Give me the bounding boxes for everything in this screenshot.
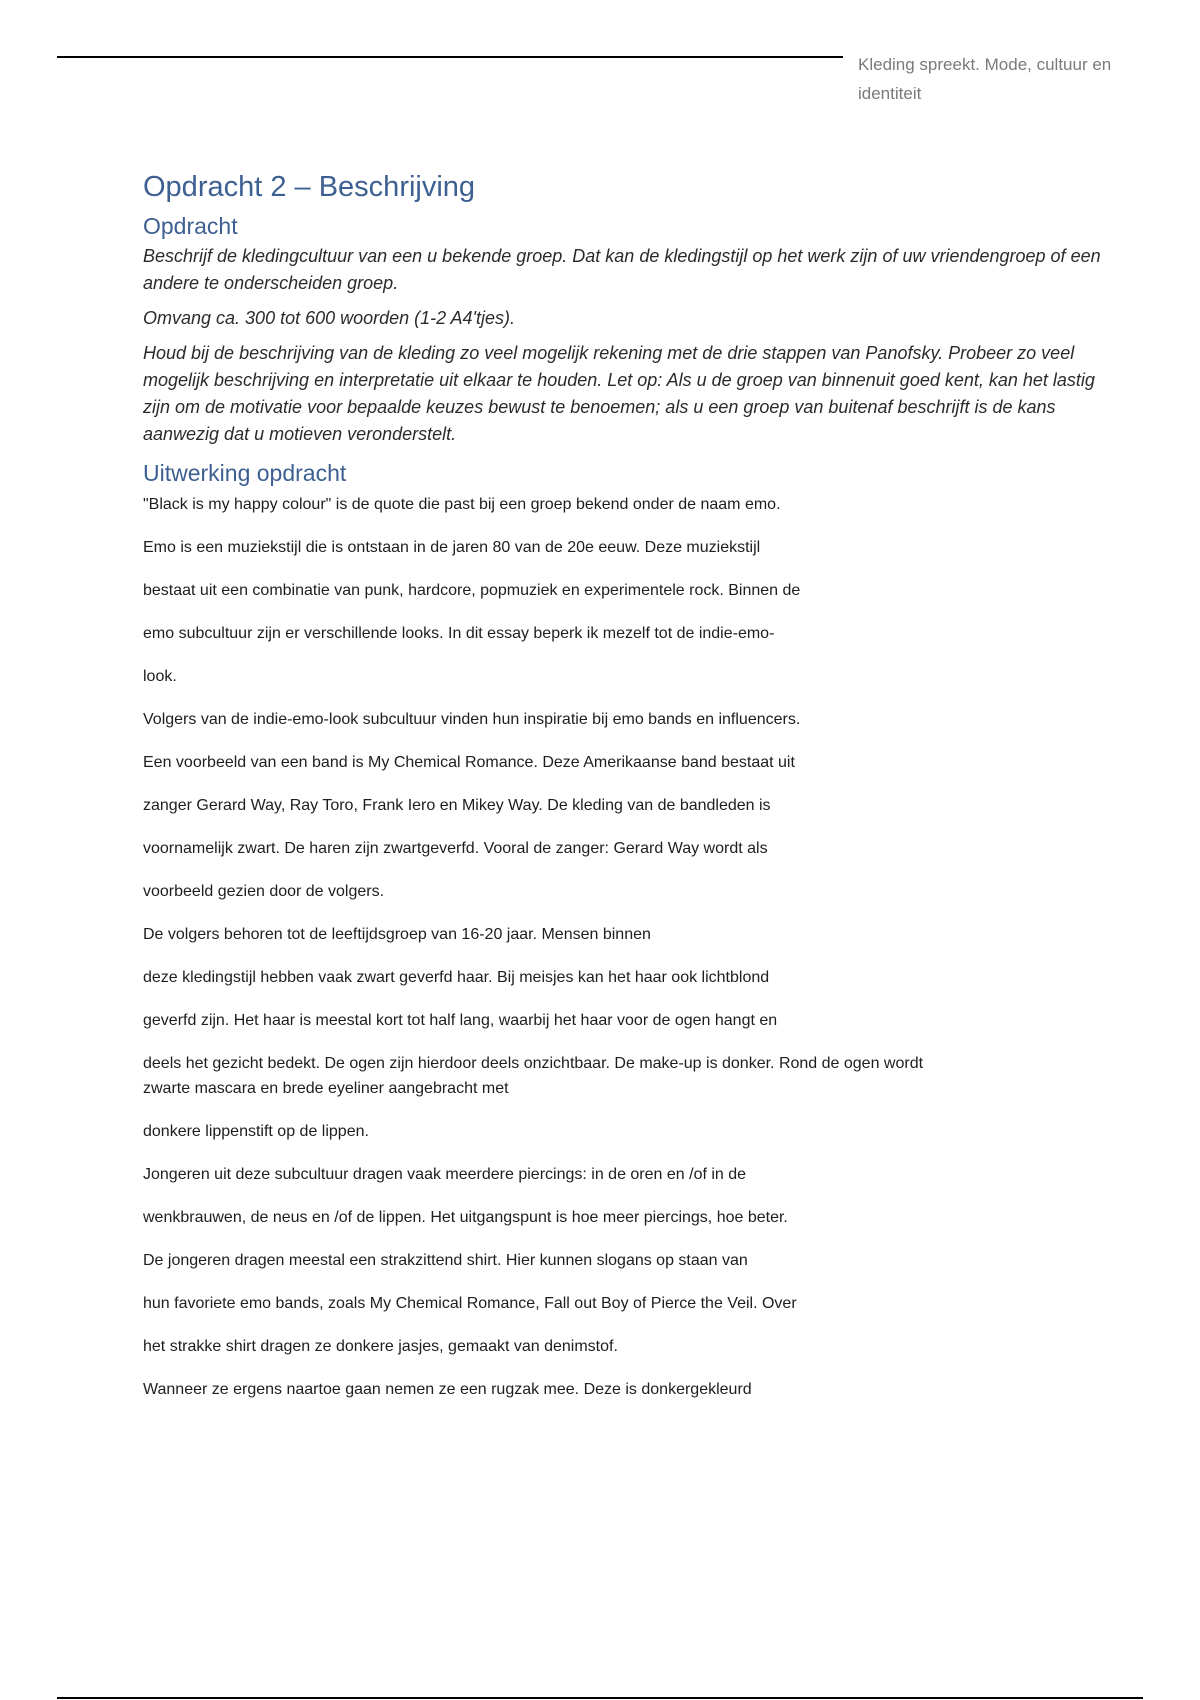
text-line: De jongeren dragen meestal een strakzittend shirt. Hier kunnen slogans op staan van [143, 1252, 748, 1269]
page-title: Opdracht 2 – Beschrijving [143, 171, 476, 203]
running-header: Kleding spreekt. Mode, cultuur en identiteit [858, 55, 1112, 103]
text-line: Wanneer ze ergens naartoe gaan nemen ze een rugzak mee. Deze is donkergekleurd [143, 1381, 752, 1398]
assignment-paragraph: Houd bij de beschrijving van de kleding zo veel mogelijk rekening met de drie stappen van Panofsky. Probeer zo veel mogelijk beschrijving en interpretatie uit elkaar te houden. Let op: Als u de groep van binnenuit goed kent, kan het lastig zijn om de motivatie voor bepaalde keuzes bewust te benoemen; als u een groep van buitenaf beschrijft is de kans aanwezig dat u motieven veronderstelt. [143, 343, 1095, 444]
text-line: voorbeeld gezien door de volgers. [143, 883, 385, 900]
text-line: Een voorbeeld van een band is My Chemical Romance. Deze Amerikaanse band bestaat uit [143, 754, 795, 771]
text-line: wenkbrauwen, de neus en /of de lippen. Het uitgangspunt is hoe meer piercings, hoe beter. [143, 1209, 788, 1226]
header-rule [57, 56, 843, 58]
text-line: Emo is een muziekstijl die is ontstaan in de jaren 80 van de 20e eeuw. Deze muziekstijl [143, 539, 761, 556]
text-line: zanger Gerard Way, Ray Toro, Frank Iero en Mikey Way. De kleding van de bandleden is [143, 797, 771, 814]
text-line: De volgers behoren tot de leeftijdsgroep van 16-20 jaar. Mensen binnen [143, 926, 651, 943]
text-line: zwarte mascara en brede eyeliner aangebracht met [143, 1080, 509, 1097]
text-line: donkere lippenstift op de lippen. [143, 1123, 369, 1140]
document-body [143, 165, 1103, 1400]
assignment-heading: Opdracht [143, 213, 238, 239]
text-line: het strakke shirt dragen ze donkere jasjes, gemaakt van denimstof. [143, 1338, 618, 1355]
text-line: bestaat uit een combinatie van punk, hardcore, popmuziek en experimentele rock. Binnen de [143, 582, 801, 599]
text-line: "Black is my happy colour" is de quote die past bij een groep bekend onder de naam emo. [143, 496, 781, 513]
text-line: deze kledingstijl hebben vaak zwart geverfd haar. Bij meisjes kan het haar ook lichtblond [143, 969, 770, 986]
text-line: look. [143, 668, 177, 685]
text-line: geverfd zijn. Het haar is meestal kort tot half lang, waarbij het haar voor de ogen hangt en [143, 1012, 778, 1029]
assignment-paragraph: Omvang ca. 300 tot 600 woorden (1-2 A4'tjes). [143, 308, 515, 328]
text-line: hun favoriete emo bands, zoals My Chemical Romance, Fall out Boy of Pierce the Veil. Over [143, 1295, 797, 1312]
text-line: Jongeren uit deze subcultuur dragen vaak meerdere piercings: in de oren en /of in de [143, 1166, 747, 1183]
answer-text [143, 494, 1103, 1400]
footer-rule [57, 1697, 1143, 1699]
text-line: emo subcultuur zijn er verschillende looks. In dit essay beperk ik mezelf tot de indie-emo- [143, 625, 775, 642]
text-line: deels het gezicht bedekt. De ogen zijn hierdoor deels onzichtbaar. De make-up is donker. Rond de ogen wordt [143, 1055, 924, 1072]
text-line: voornamelijk zwart. De haren zijn zwartgeverfd. Vooral de zanger: Gerard Way wordt als [143, 840, 768, 857]
answer-heading: Uitwerking opdracht [143, 460, 347, 486]
text-line: Volgers van de indie-emo-look subcultuur vinden hun inspiratie bij emo bands en influencers. [143, 711, 801, 728]
assignment-paragraph: Beschrijf de kledingcultuur van een u bekende groep. Dat kan de kledingstijl op het werk zijn of uw vriendengroep of een andere te onderscheiden groep. [143, 246, 1101, 293]
